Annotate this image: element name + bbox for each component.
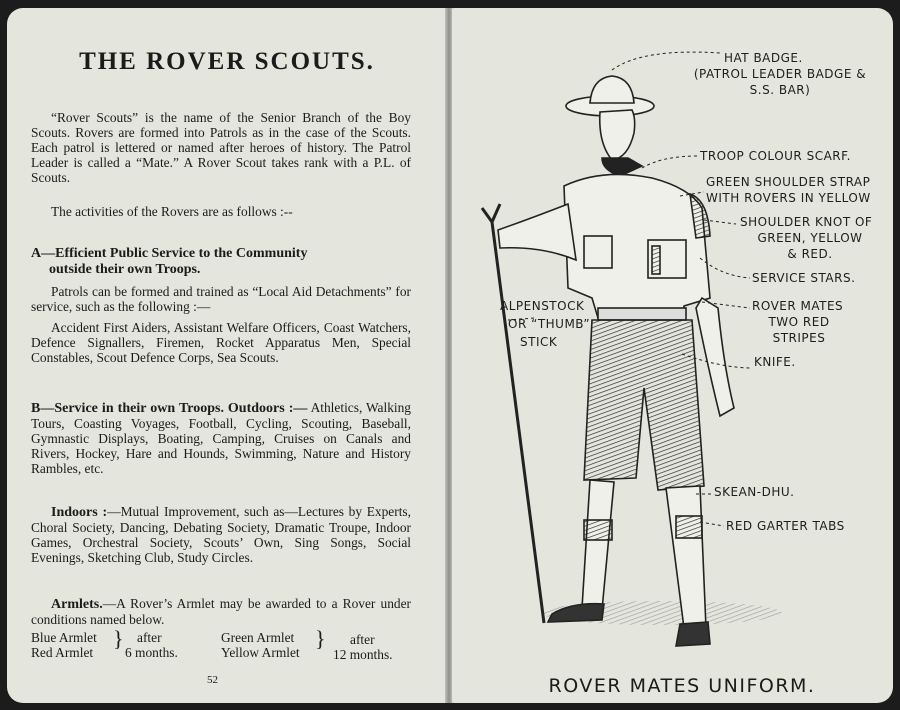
armlet-months-1: 6 months. — [125, 645, 178, 660]
label-hat-badge-3: S.S. BAR) — [749, 83, 811, 97]
label-strap-2: WITH ROVERS IN YELLOW — [706, 191, 871, 205]
label-scarf: TROOP COLOUR SCARF. — [700, 149, 851, 163]
section-a-text2: Accident First Aiders, Assistant Welfare Officers, Coast Watchers, Defence Signallers, Firemen, Rocket Apparatus Men, Special Constables, Scout Defence Corps, Sea Scouts. — [31, 320, 411, 365]
label-hat-badge-2: (PATROL LEADER BADGE & — [693, 67, 867, 81]
label-mates-2: TWO RED — [768, 315, 830, 329]
section-b-indoors: Indoors :—Mutual Improvement, such as—Lectures by Experts, Choral Society, Dancing, Debating Society, Dramatic Troupe, Indoor Games, Orchestral Society, Scouts’ Own, Sing Songs, Social Evenings, Sketching Club, Study Circles. — [31, 504, 411, 565]
label-knot-1: SHOULDER KNOT OF — [740, 215, 873, 229]
label-skean-dhu: SKEAN-DHU. — [714, 485, 795, 499]
armlet-yellow: Yellow Armlet — [221, 645, 300, 660]
illustration-caption: ROVER MATES UNIFORM. — [548, 675, 816, 697]
right-page — [452, 8, 893, 703]
armlet-months-2: 12 months. — [333, 647, 393, 662]
brace-left: } — [113, 626, 124, 651]
activities-intro: The activities of the Rovers are as follows :-- — [51, 204, 293, 219]
section-b: B—Service in their own Troops. Outdoors :— Athletics, Walking Tours, Coasting Voyages, Football, Cycling, Scouting, Baseball, Gymnastic Displays, Boating, Camping, Cruises on Canals and Rivers, Hockey, Hare and Hounds, Swimming, Nature and History Rambles, etc. — [31, 400, 411, 476]
label-alpen-1: ALPENSTOCK — [500, 299, 585, 313]
label-knot-2: GREEN, YELLOW — [757, 231, 863, 245]
label-mates-3: STRIPES — [772, 331, 826, 345]
label-strap-1: GREEN SHOULDER STRAP — [706, 175, 871, 189]
section-a-heading: A—Efficient Public Service to the Community outside their own Troops. — [31, 246, 308, 277]
label-alpen-2: OR “THUMB” — [508, 317, 591, 331]
armlet-green: Green Armlet — [221, 630, 295, 645]
label-hat-badge-1: HAT BADGE. — [724, 51, 803, 65]
label-mates-1: ROVER MATES — [752, 299, 844, 313]
page-title: THE ROVER SCOUTS. — [79, 48, 375, 75]
label-knife: KNIFE. — [754, 355, 796, 369]
label-knot-3: & RED. — [787, 247, 833, 261]
intro-paragraph: “Rover Scouts” is the name of the Senior Branch of the Boy Scouts. Rovers are formed into Patrols as in the case of the Scouts. Each patrol is lettered or named after heroes of history. The Patrol Leader is called a “Mate.” A Rover Scout takes rank with a P.L. of Scouts. — [31, 110, 411, 185]
page-number: 52 — [207, 674, 218, 686]
armlet-after-1: after — [137, 630, 162, 645]
armlets-paragraph: Armlets.—A Rover’s Armlet may be awarded to a Rover under conditions named below. — [31, 596, 411, 627]
armlet-red: Red Armlet — [31, 645, 94, 660]
label-service-stars: SERVICE STARS. — [752, 271, 856, 285]
label-garter-tabs: RED GARTER TABS — [726, 519, 845, 533]
brace-right: } — [315, 626, 326, 651]
section-a-text1: Patrols can be formed and trained as “Local Aid Detachments” for service, such as the following :— — [31, 284, 411, 314]
left-page — [7, 8, 447, 703]
rover-scout-illustration — [452, 8, 893, 703]
armlet-blue: Blue Armlet — [31, 630, 97, 645]
label-alpen-3: STICK — [520, 335, 558, 349]
armlet-after-2: after — [350, 632, 375, 647]
